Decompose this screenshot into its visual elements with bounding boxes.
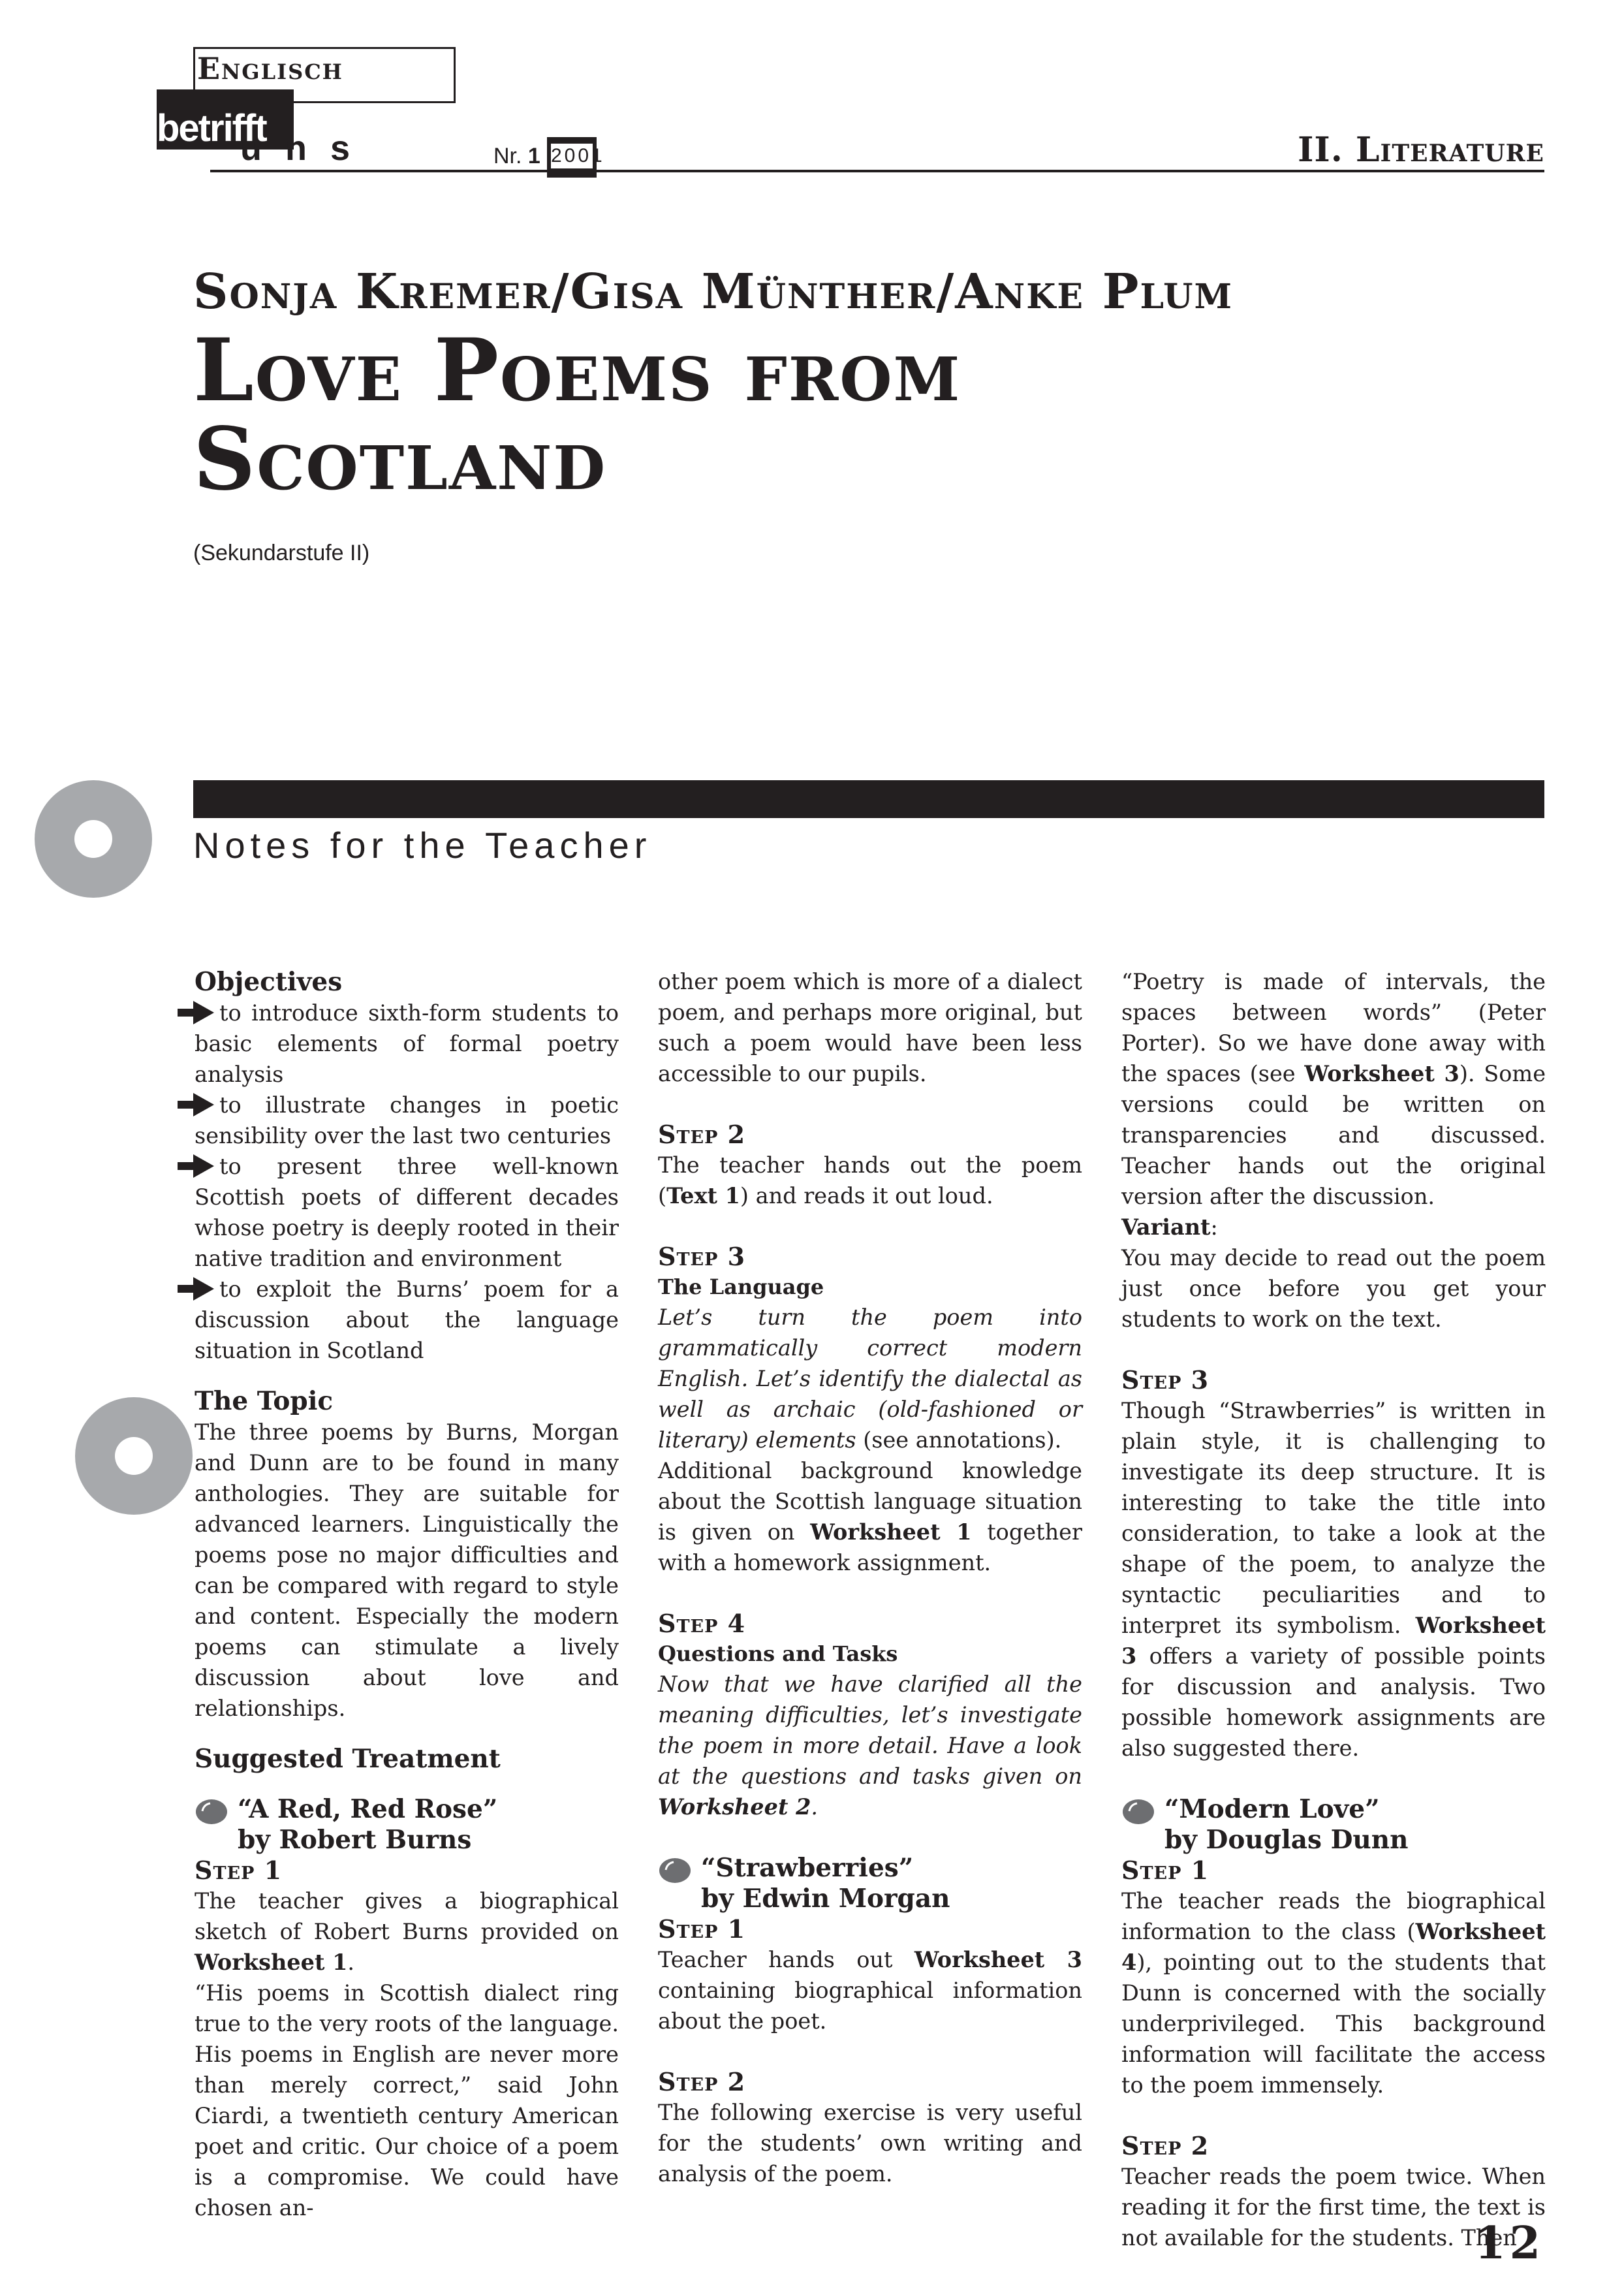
variant-label [1121,1212,1546,1242]
brand-logo-englisch: Englisch [197,51,343,86]
pebble-icon [1121,1797,1155,1825]
worksheet-ref: Worksheet 3 [914,1947,1082,1972]
step-text [658,1944,1082,2036]
objective-item [195,1151,619,1274]
page-number: 12 [1475,2217,1544,2269]
issue-number-value: 1 [527,144,540,168]
text-run: offers a variety of possible points for discussion and analysis. Two possible homework assignments are also suggested there. [1121,1643,1546,1761]
worksheet-ref: Worksheet 2 [658,1794,811,1820]
issue-year: 2001 [551,144,593,168]
variant-label-text: Variant [1121,1214,1211,1240]
poem-author: by Edwin Morgan [701,1884,950,1914]
arrow-right-icon [178,1154,214,1178]
step-subheading: The Language [658,1274,824,1299]
worksheet-ref: Worksheet 4 [1121,1919,1546,1975]
column-1 [195,966,619,2223]
step-text [658,1455,1082,1578]
objective-text: to exploit the Burns’ poem for a discussion about the language situation in Scotland [195,1276,619,1363]
issue-prefix: Nr. [493,144,522,168]
step-text [1121,1395,1546,1763]
text-run: ). Some versions could be written on transparencies and discussed. Teacher hands out the original version after the discussion. [1121,1061,1546,1209]
step-heading: Step 2 [658,2067,746,2096]
poem-author: by Robert Burns [238,1825,472,1855]
variant-text: You may decide to read out the poem just once before you get your students to work on the text. [1121,1245,1546,1332]
notes-heading: Notes for the Teacher [193,825,652,866]
treatment-heading: Suggested Treatment [195,1744,501,1774]
text-run: “Poetry is made of intervals, the spaces between words” (Peter Porter). So we have done away with the spaces (see [1121,969,1546,1086]
objective-item [195,998,619,1090]
objective-text: to introduce sixth-form students to basic elements of formal poetry analysis [195,1000,619,1087]
objective-item [195,1090,619,1151]
page-title-line-1: Love Poems from [193,320,961,421]
quote-text: “His poems in Scottish dialect ring true to the very roots of the language. His poems in English are never more than merely correct,” said John Ciardi, a twentieth century American poet and critic. Our choice of a poem is a compromise. We could have chosen an- [195,1980,619,2220]
objective-text: to present three well-known Scottish poets of different decades whose poetry is deeply rooted in their native tradition and environment [195,1154,619,1271]
step-heading: Step 4 [658,1609,746,1638]
step-text [658,1150,1082,1211]
text-run: The teacher reads the biographical information to the class ( [1121,1888,1546,1944]
poem-title: “Strawberries” [701,1853,914,1883]
step-text: Teacher reads the poem twice. When reading it for the first time, the text is not available for the students. Then [1121,2164,1546,2251]
poem-author: by Douglas Dunn [1164,1825,1409,1855]
step-heading: Step 1 [658,1914,746,1944]
header-rule [210,170,1544,172]
poem-title: “A Red, Red Rose” [238,1794,498,1824]
step-text [1121,1886,1546,2100]
poem-title: “Modern Love” [1164,1794,1380,1824]
text-run: ), pointing out to the students that Dunn is concerned with the socially underprivileged. This background information will facilitate the access to the poem immensely. [1121,1950,1546,2098]
step-heading: Step 1 [195,1856,283,1885]
column-3 [1121,966,1546,2253]
ring-icon [35,780,152,898]
ring-icon [75,1397,193,1515]
text-run: . [347,1950,355,1975]
arrow-right-icon [178,1277,214,1301]
school-level: (Sekundarstufe II) [193,541,370,565]
text-run: . [811,1794,819,1820]
step-text [195,1886,619,1978]
page-title [193,320,1238,510]
objective-item [195,1274,619,1366]
continued-text: other poem which is more of a dialect poem, and perhaps more original, but such a poem would have been less accessible to our pupils. [658,969,1082,1086]
poem-heading [658,1853,1082,1914]
text-run: Now that we have clarified all the meaning difficulties, let’s investigate the poem in more detail. Have a look at the questions and tasks given on [658,1671,1082,1789]
step-text [658,1669,1082,1822]
step-heading: Step 3 [658,1242,746,1271]
text-ref: Text 1 [666,1183,740,1209]
brand-logo-betrifft: betrifft [157,107,266,150]
objectives-heading: Objectives [195,967,343,997]
text-run: ) and reads it out loud. [740,1183,993,1209]
text-run: The teacher hands out the poem ( [658,1152,1082,1209]
text-run: containing biographical information about the poet. [658,1978,1082,2034]
quote-text [1121,966,1546,1212]
objective-text: to illustrate changes in poetic sensibility over the last two centuries [195,1092,619,1148]
worksheet-ref: Worksheet 1 [810,1519,972,1545]
text-run: Additional background knowledge about the Scottish language situation is given on [658,1458,1082,1545]
text-run: Though “Strawberries” is written in plain style, it is challenging to investigate its deep structure. It is interesting to take the title into consideration, to take a look at the shape of the poem, to analyze the syntactic peculiarities and to interpret its symbolism. [1121,1398,1546,1638]
step-text: The following exercise is very useful for the students’ own writing and analysis of the poem. [658,2100,1082,2187]
arrow-right-icon [178,1001,214,1024]
text-run: Teacher hands out [658,1947,914,1972]
step-heading: Step 2 [1121,2131,1210,2160]
worksheet-ref: Worksheet 3 [1304,1061,1460,1086]
brand-logo-uns: uns [240,129,374,168]
text-run: Let’s turn the poem into grammatically correct modern English. Let’s identify the dialectal as well as archaic (old-fashioned or literary) elements [658,1304,1082,1453]
pebble-icon [658,1856,692,1884]
text-run: : [1210,1214,1218,1240]
section-bar [193,780,1544,818]
poem-heading [195,1794,619,1856]
section-label: II. Literature [1298,130,1544,170]
authors: Sonja Kremer/Gisa Münther/Anke Plum [193,264,1234,320]
worksheet-ref: Worksheet 1 [195,1950,348,1975]
arrow-right-icon [178,1093,214,1116]
step-heading: Step 2 [658,1120,746,1149]
step-heading: Step 1 [1121,1856,1210,1885]
step-heading: Step 3 [1121,1365,1210,1395]
issue-number [493,145,540,167]
text-run: (see annotations). [856,1427,1062,1453]
page-title-line-2: Scotland [193,409,607,510]
pebble-icon [195,1797,228,1825]
step-text [658,1302,1082,1455]
text-run: together with a homework assignment. [658,1519,1082,1575]
poem-heading [1121,1794,1546,1856]
step-subheading: Questions and Tasks [658,1641,898,1666]
topic-heading: The Topic [195,1386,334,1416]
column-2 [658,966,1082,2189]
topic-text: The three poems by Burns, Morgan and Dunn are to be found in many anthologies. They are suitable for advanced learners. Linguistically the poems pose no major difficulties and can be compared with regard to style and content. Especially the modern poems can stimulate a lively discussion about love and relationships. [195,1419,619,1721]
text-run: The teacher gives a biographical sketch of Robert Burns provided on [195,1888,619,1944]
worksheet-ref: Worksheet 3 [1121,1613,1546,1669]
